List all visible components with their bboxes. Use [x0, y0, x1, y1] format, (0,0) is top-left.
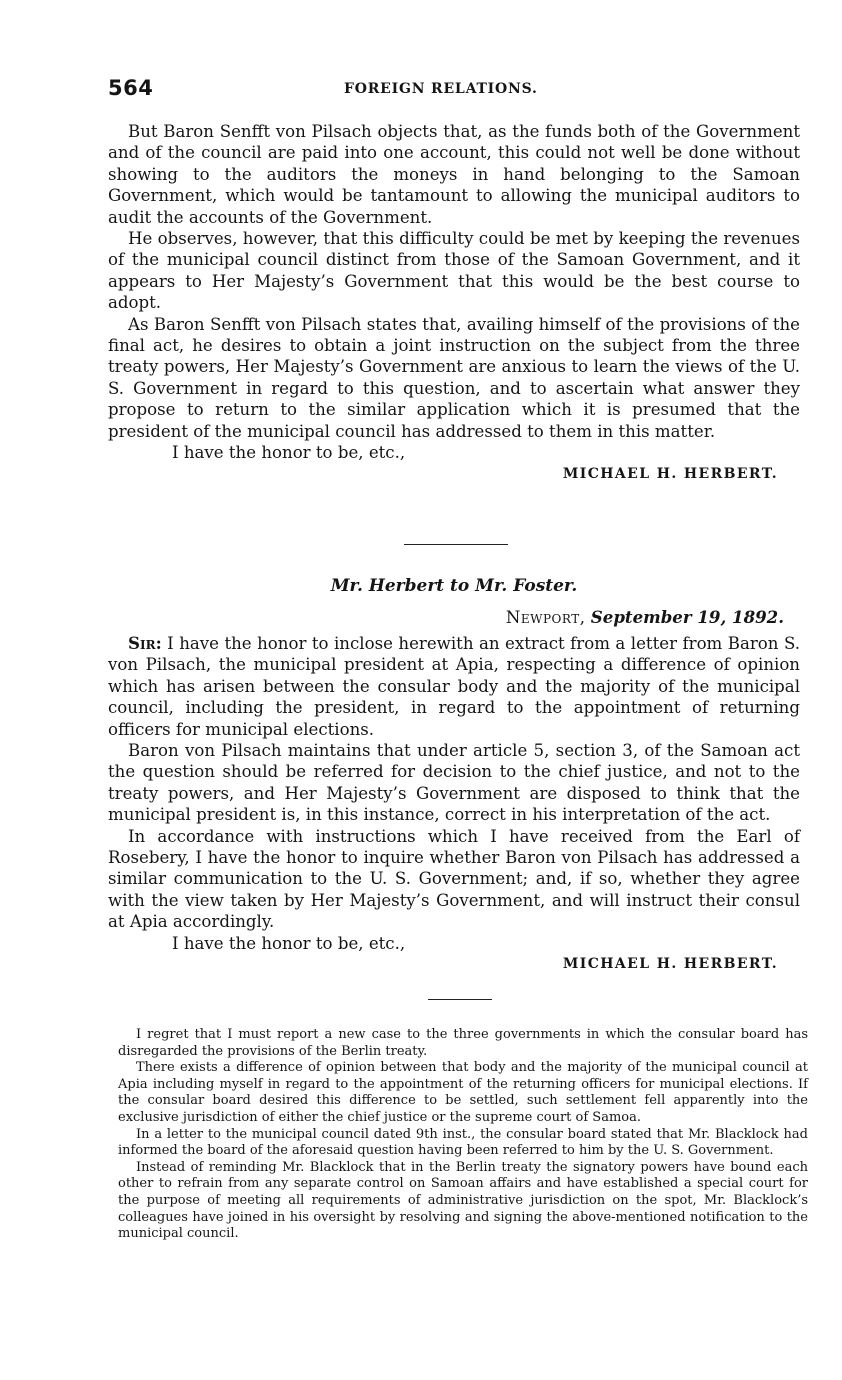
inclosure-extract	[118, 1027, 808, 1243]
footnote-paragraph: In a letter to the municipal council dated 9th inst., the consular board stated that Mr. Blacklock had informed the board of the aforesaid question having been referred to him by the U. S. Government.	[118, 1126, 808, 1159]
letter1-signature: MICHAEL H. HERBERT.	[562, 465, 778, 482]
letter2-paragraph-text: I have the honor to inclose herewith an extract from a letter from Baron S. von Pilsach, the municipal president at Apia, respecting a difference of opinion which has arisen between the consular body and the majority of the municipal council, including the president, in regard to the appointment of returning officers for municipal elections.	[108, 634, 800, 739]
letter1-closing: I have the honor to be, etc.,	[172, 443, 406, 463]
letter1-paragraph: As Baron Senfft von Pilsach states that, availing himself of the provisions of the final act, he desires to obtain a joint instruction on the subject from the three treaty powers, Her Majesty’s Government are anxious to learn the views of the U. S. Government in regard to this question, and to ascertain what answer they propose to return to the similar application which it is presumed that the president of the municipal council has addressed to them in this matter.	[108, 314, 800, 441]
footnote-paragraph: There exists a difference of opinion between that body and the majority of the municipal council at Apia including myself in regard to the appointment of the returning officers for municipal elections. If the consular board desired this difference to be settled, such settlement fell apparently into the exclusive jurisdiction of either the chief justice or the supreme court of Samoa.	[118, 1060, 808, 1125]
letter1-paragraph: He observes, however, that this difficulty could be met by keeping the revenues of the municipal council distinct from those of the Samoan Government, and it appears to Her Majesty’s Government that this would be the best course to adopt.	[108, 229, 800, 313]
letter-herbert-to-foster	[108, 633, 800, 976]
running-head-title: FOREIGN RELATIONS.	[344, 81, 538, 97]
letter2-paragraph: Baron von Pilsach maintains that under article 5, section 3, of the Samoan act the question should be referred for decision to the chief justice, and not to the treaty powers, and Her Majesty’s Government are disposed to think that the municipal president is, in this instance, correct in his interpretation of the act.	[108, 741, 800, 825]
salutation: Sir:	[128, 633, 162, 653]
footnote-divider	[428, 999, 492, 1000]
letter1-paragraph: But Baron Senfft von Pilsach objects that, as the funds both of the Government and of the council are paid into one account, this could not well be done without showing to the auditors the moneys in hand belonging to the Samoan Government, which would be tantamount to allowing the municipal auditors to audit the accounts of the Government.	[108, 122, 800, 227]
section-divider	[404, 544, 508, 545]
footnote-paragraph: I regret that I must report a new case to the three governments in which the consular board has disregarded the provisions of the Berlin treaty.	[118, 1027, 808, 1059]
footnote-paragraph: Instead of reminding Mr. Blacklock that in the Berlin treaty the signatory powers have bound each other to refrain from any separate control on Samoan affairs and have established a special court for the purpose of meeting all requirements of administrative jurisdiction on the spot, Mr. Blacklock’s colleagues have joined in his oversight by resolving and signing the above-mentioned notification to the municipal council.	[118, 1159, 808, 1242]
letter2-dateline	[108, 607, 784, 627]
letter2-heading: Mr. Herbert to Mr. Foster.	[330, 576, 578, 596]
letter2-paragraph	[108, 633, 800, 740]
letter2-closing: I have the honor to be, etc.,	[172, 933, 406, 953]
letter2-signature: MICHAEL H. HERBERT.	[562, 956, 778, 973]
running-head	[108, 76, 798, 102]
dateline-date: September 19, 1892.	[590, 607, 784, 627]
letter-herbert-continued	[108, 121, 800, 485]
letter2-paragraph: In accordance with instructions which I have received from the Earl of Rosebery, I have the honor to inquire whether Baron von Pilsach has addressed a similar communication to the U. S. Government; and, if so, whether they agree with the view taken by Her Majesty’s Government, and will instruct their consul at Apia accordingly.	[108, 826, 800, 932]
page-number: 564	[108, 76, 154, 100]
dateline-place: Newport,	[505, 608, 586, 627]
